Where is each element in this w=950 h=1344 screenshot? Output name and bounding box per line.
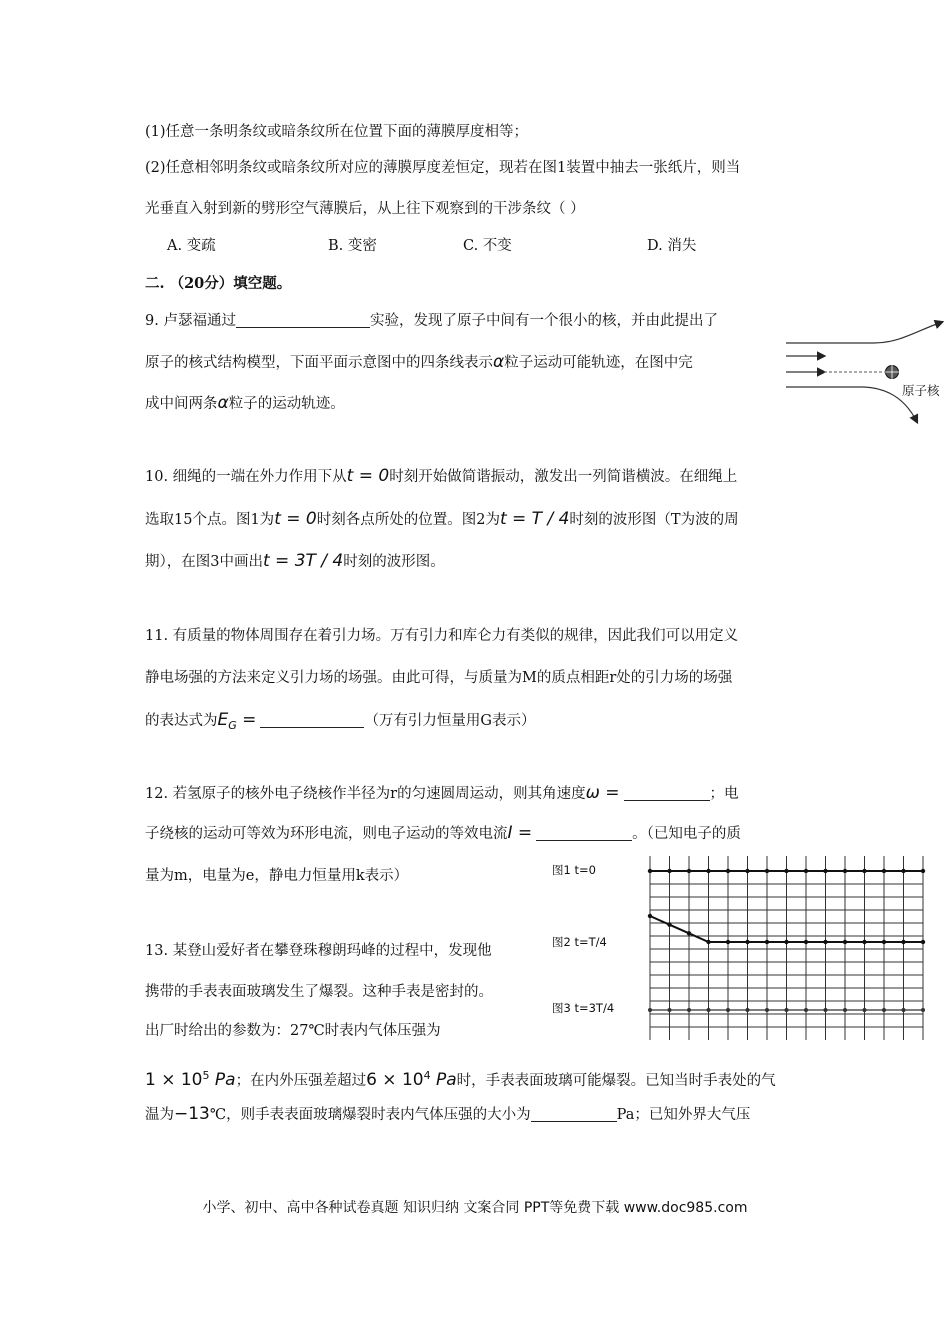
q12-line2-a: 子绕核的运动可等效为环形电流，则电子运动的等效电流: [145, 826, 508, 842]
q12-line1: [145, 783, 739, 804]
q12-line2-b: 。（已知电子的质: [632, 826, 741, 842]
nucleus-label: 原子核: [902, 383, 940, 398]
fig2-point: [882, 940, 886, 944]
fig1-point: [921, 869, 925, 873]
fig2-point: [726, 940, 730, 944]
q11-eg-symbol: E: [217, 710, 229, 730]
fig1-point: [882, 869, 886, 873]
q12-line1-b: ；电: [709, 786, 739, 802]
q10-line3-a: 期），在图3中画出: [145, 554, 263, 570]
q10-line2-a: 选取15个点。图1为: [145, 512, 275, 528]
fig2-point: [667, 922, 671, 926]
fig1-point: [804, 869, 808, 873]
fig2-point: [901, 940, 905, 944]
q11-line3: [145, 710, 536, 736]
fig1-point: [765, 869, 769, 873]
fig1-point: [667, 869, 671, 873]
q10-line1: [145, 466, 737, 487]
q13-blank[interactable]: [531, 1105, 617, 1122]
q12-omega-blank[interactable]: [624, 784, 710, 801]
q8-line2: (2)任意相邻明条纹或暗条纹所对应的薄膜厚度差恒定，现若在图1装置中抽去一张纸片，则当: [145, 160, 741, 176]
fig2-point: [823, 940, 827, 944]
q13-p2-exp: 4: [423, 1069, 431, 1082]
q9-line3-a: 成中间两条: [145, 396, 218, 412]
wave-grid-lines: [650, 856, 923, 1040]
q13-line5: [145, 1104, 750, 1125]
q12-omega: ω =: [585, 783, 620, 803]
fig2-point: [804, 940, 808, 944]
q9-blank[interactable]: [236, 311, 370, 328]
q9-line1-a: 9. 卢瑟福通过: [145, 313, 236, 329]
q11-blank[interactable]: [260, 711, 364, 728]
q12-line3: 量为m，电量为e，静电力恒量用k表示）: [145, 868, 409, 884]
q8-option-d: D. 消失: [647, 238, 697, 254]
fig2-point: [784, 940, 788, 944]
q13-line3: 出厂时给出的参数为：27℃时表内气体压强为: [145, 1023, 441, 1039]
fig2-label: 图2 t=T/4: [552, 935, 607, 949]
alpha-symbol: α: [217, 393, 229, 413]
wave-grid-figure[interactable]: [548, 852, 942, 1044]
q13-p1-coef: 1 × 10: [145, 1069, 203, 1090]
q11-eg-subscript: G: [228, 718, 237, 732]
q9-line3: [145, 393, 345, 414]
fig2-point: [745, 940, 749, 944]
alpha-track-top: [786, 322, 942, 343]
q9-line2-b: 粒子运动可能轨迹，在图中完: [504, 355, 693, 371]
q8-line1: (1)任意一条明条纹或暗条纹所在位置下面的薄膜厚度相等；: [145, 124, 529, 140]
q11-line2: 静电场强的方法来定义引力场的场强。由此可得，与质量为M的质点相距r处的引力场的场强: [145, 670, 733, 686]
q13-line1: 13. 某登山爱好者在攀登珠穆朗玛峰的过程中，发现他: [145, 943, 492, 959]
q10-math-t0: t = 0: [346, 466, 390, 486]
q12-current: I =: [507, 823, 533, 843]
q8-option-a: A. 变疏: [167, 238, 216, 254]
fig1-point: [687, 869, 691, 873]
q9-line3-b: 粒子的运动轨迹。: [228, 396, 345, 412]
q11-line3-a: 的表达式为: [145, 713, 218, 729]
q13-line5-b: ℃，则手表表面玻璃爆裂时表内气体压强的大小为: [209, 1107, 531, 1123]
q12-line1-a: 12. 若氢原子的核外电子绕核作半径为r的匀速圆周运动，则其角速度: [145, 786, 586, 802]
alpha-symbol: α: [493, 352, 505, 372]
fig1-point: [843, 869, 847, 873]
fig1-point: [648, 869, 652, 873]
q10-line2-b: 时刻各点所处的位置。图2为: [316, 512, 500, 528]
q10-line3-b: 时刻的波形图。: [343, 554, 445, 570]
q10-line1-a: 10. 细绳的一端在外力作用下从: [145, 469, 347, 485]
q10-line2: [145, 509, 739, 530]
fig2-point: [648, 914, 652, 918]
fig1-point: [823, 869, 827, 873]
q10-math-t-three-quarter: t = 3T / 4: [262, 551, 344, 571]
fig2-point: [765, 940, 769, 944]
q12-line2: [145, 823, 741, 844]
q13-line5-c: Pa；已知外界大气压: [616, 1107, 751, 1123]
fig1-point: [901, 869, 905, 873]
fig2-point: [843, 940, 847, 944]
q10-line1-b: 时刻开始做简谐振动，激发出一列简谐横波。在细绳上: [389, 469, 738, 485]
q8-line3: 光垂直入射到新的劈形空气薄膜后，从上往下观察到的干涉条纹（ ）: [145, 201, 585, 217]
q8-option-c: C. 不变: [463, 238, 512, 254]
q13-line2: 携带的手表表面玻璃发生了爆裂。这种手表是密封的。: [145, 984, 493, 1000]
fig1-point: [862, 869, 866, 873]
q8-option-b: B. 变密: [328, 238, 377, 254]
q12-current-blank[interactable]: [536, 824, 632, 841]
rutherford-scattering-figure[interactable]: [784, 318, 950, 428]
q13-p1-unit: Pa: [209, 1069, 236, 1090]
q13-line5-a: 温为: [145, 1107, 174, 1123]
q9-line2-a: 原子的核式结构模型，下面平面示意图中的四条线表示: [145, 355, 493, 371]
fig2-point: [862, 940, 866, 944]
fig1-point: [726, 869, 730, 873]
fig1-point: [784, 869, 788, 873]
fig2-point: [921, 940, 925, 944]
q13-temp: −13: [174, 1104, 210, 1124]
q13-line4-a: ；在内外压强差超过: [235, 1072, 367, 1089]
section2-title: 二. （20分）填空题。: [145, 275, 292, 292]
q10-math-t0b: t = 0: [274, 509, 317, 529]
q10-line2-c: 时刻的波形图（T为波的周: [569, 512, 739, 528]
q13-p2-unit: Pa: [430, 1069, 457, 1090]
q11-line3-b: （万有引力恒量用G表示）: [364, 713, 536, 729]
q9-line1-b: 实验，发现了原子中间有一个很小的核，并由此提出了: [369, 313, 718, 329]
fig1-point: [706, 869, 710, 873]
fig1-point: [745, 869, 749, 873]
q13-p1-exp: 5: [202, 1069, 210, 1082]
q9-line1: [145, 311, 718, 331]
fig3-label: 图3 t=3T/4: [552, 1001, 615, 1015]
q9-line2: [145, 352, 693, 373]
page-footer: 小学、初中、高中各种试卷真题 知识归纳 文案合同 PPT等免费下载 www.doc985.com: [202, 1200, 748, 1216]
fig1-label: 图1 t=0: [552, 863, 596, 877]
q11-eq: =: [236, 710, 257, 730]
q11-line1: 11. 有质量的物体周围存在着引力场。万有引力和库仑力有类似的规律，因此我们可以用定义: [145, 628, 739, 644]
q10-math-t-quarter: t = T / 4: [499, 509, 570, 529]
fig2-point: [687, 931, 691, 935]
q13-line4: [145, 1066, 776, 1091]
fig2-point: [706, 940, 710, 944]
q10-line3: [145, 551, 445, 572]
alpha-track-bottom: [786, 387, 917, 422]
q13-line4-b: 时，手表表面玻璃可能爆裂。已知当时手表处的气: [456, 1072, 776, 1089]
q13-p2-coef: 6 × 10: [366, 1069, 424, 1090]
